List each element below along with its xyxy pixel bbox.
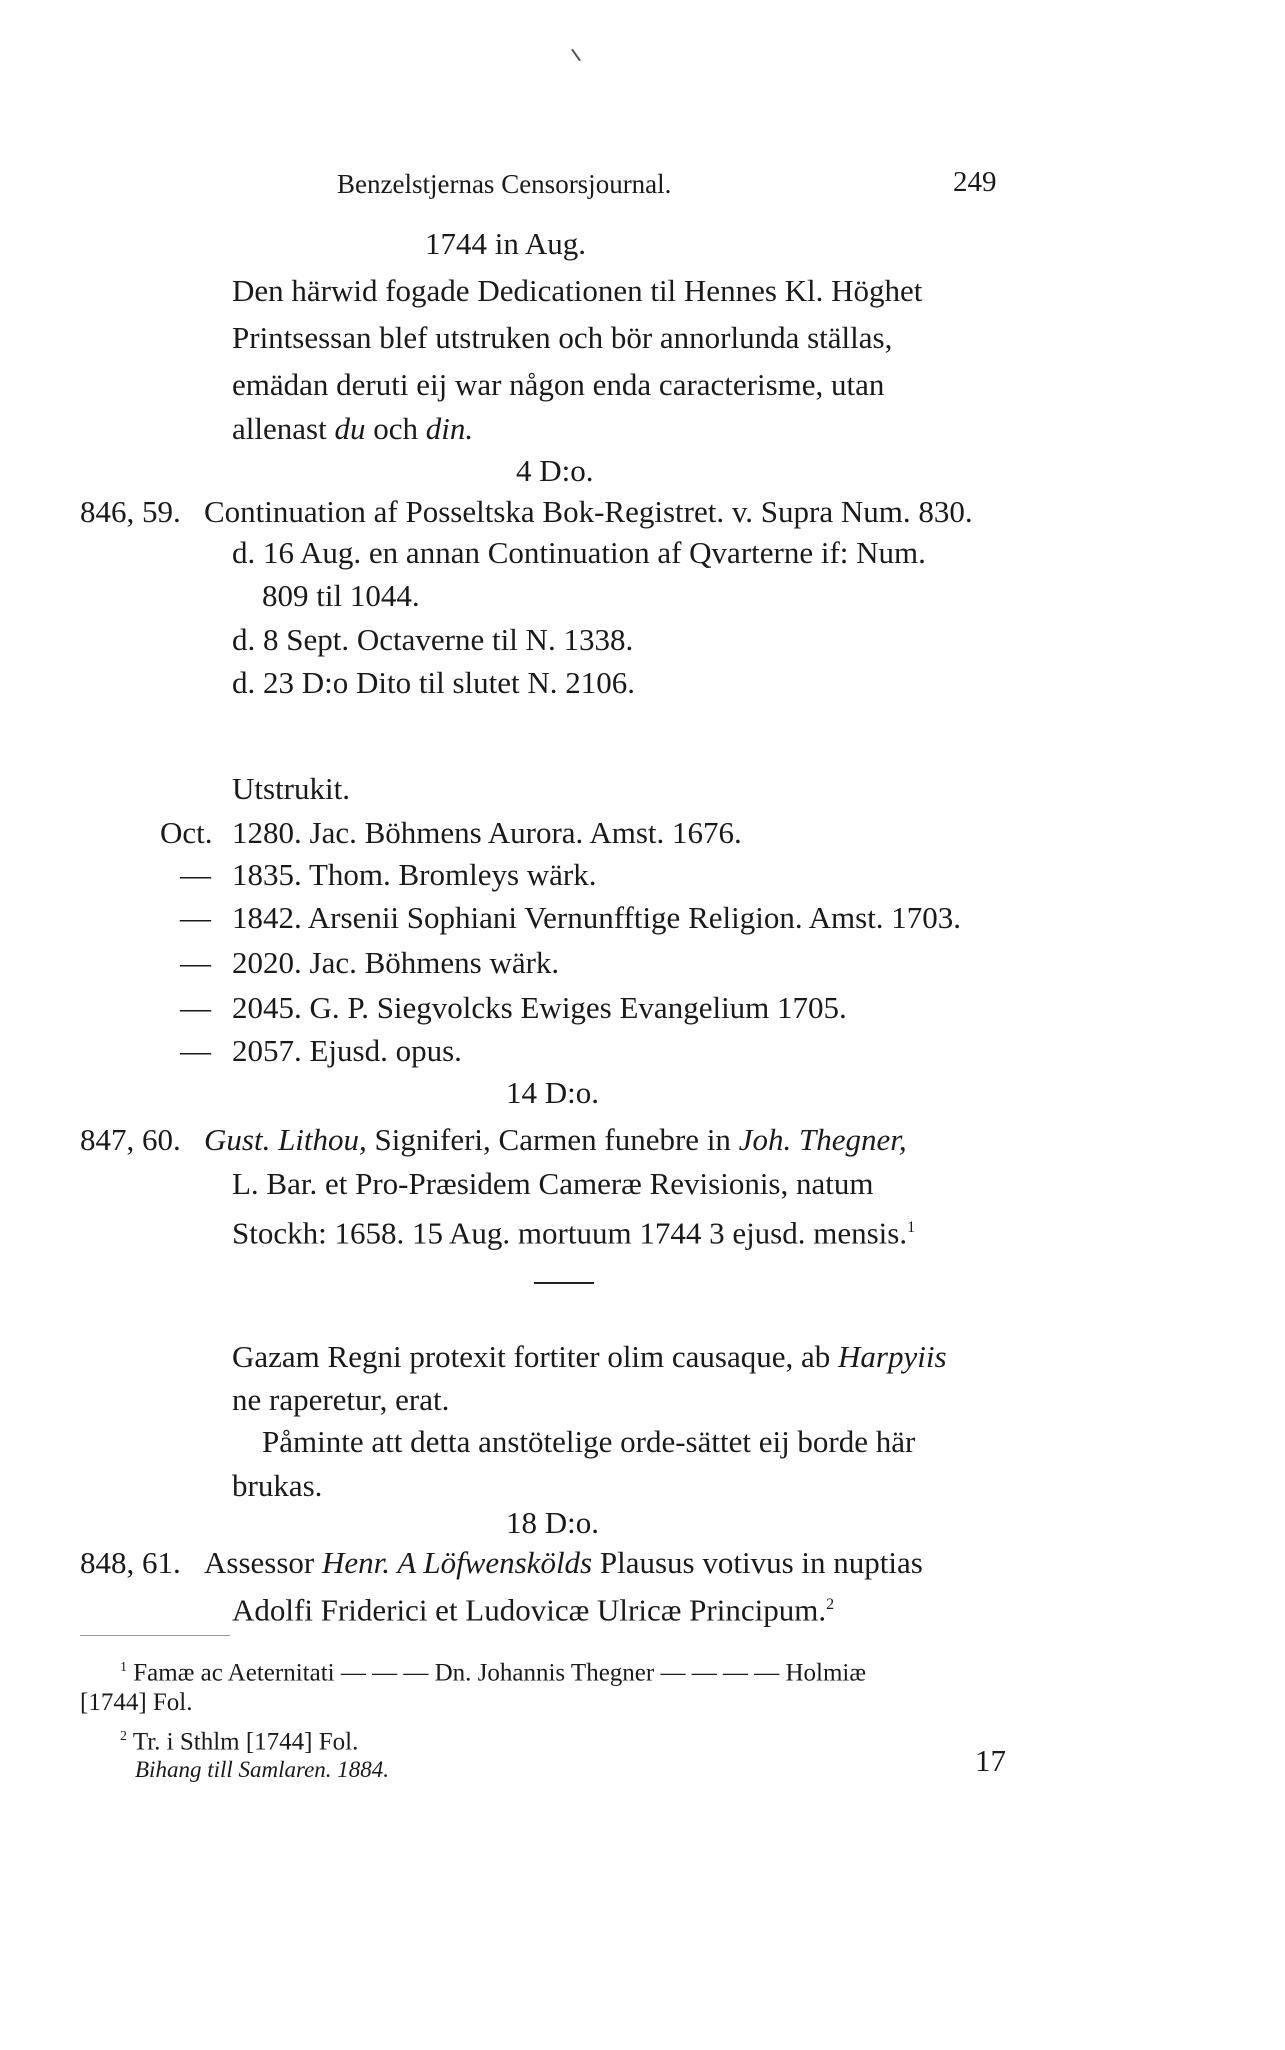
list-item: 2045. G. P. Siegvolcks Ewiges Evangelium 1705. [232,990,847,1025]
entry-line: Continuation af Posseltska Bok-Registret. v. Supra Num. 830. [204,494,973,529]
date-heading: 14 D:o. [506,1075,599,1110]
date-heading: 4 D:o. [516,453,594,488]
list-item: 1280. Jac. Böhmens Aurora. Amst. 1676. [232,815,742,850]
list-item: 2057. Ejusd. opus. [232,1033,462,1068]
section-heading: Utstrukit. [232,771,350,806]
list-item: 2020. Jac. Böhmens wärk. [232,945,560,980]
footnote-2: $^2$ Tr. i Sthlm [1744] Fol. [120,1728,359,1756]
footnote-marker: 1 [907,1219,916,1236]
entry-line: Assessor Henr. A Löfwenskölds Plausus votivus in nuptias [204,1545,923,1580]
entry-line: d. 8 Sept. Octaverne til N. 1338. [232,622,634,657]
list-item-prefix: — [180,900,211,935]
page-number: 249 [953,166,997,198]
entry-number: 848, 61. [80,1545,181,1580]
footnote-marker: 2 [826,1596,835,1613]
footnote-rule [80,1635,230,1636]
signature-line: Bihang till Samlaren. 1884. [135,1757,390,1782]
stray-mark [571,49,581,62]
paragraph-line: allenast du och din. [232,411,474,446]
date-heading: 1744 in Aug. [425,226,587,261]
running-title: Benzelstjernas Censorsjournal. [337,169,672,199]
list-item: 1835. Thom. Bromleys wärk. [232,857,597,892]
paragraph-line: Påminte att detta anstötelige orde-sättet eij borde här [262,1424,916,1459]
paragraph-line: Gazam Regni protexit fortiter olim causaque, ab Harpyiis [232,1339,947,1374]
paragraph-line: emädan deruti eij war någon enda caracterisme, utan [232,367,885,402]
date-heading: 18 D:o. [506,1505,599,1540]
list-item: 1842. Arsenii Sophiani Vernunfftige Religion. Amst. 1703. [232,900,962,935]
signature-number: 17 [975,1743,1006,1778]
list-item-prefix: Oct. [160,815,213,850]
entry-line: Stockh: 1658. 15 Aug. mortuum 1744 3 ejusd. mensis.$^1$ [232,1215,916,1251]
entry-line: Adolfi Friderici et Ludovicæ Ulricæ Principum.$^2$ [232,1592,835,1628]
list-item-prefix: — [180,1033,211,1068]
list-item-prefix: — [180,945,211,980]
list-item-prefix: — [180,990,211,1025]
paragraph-line: brukas. [232,1468,323,1503]
footnote-1-cont: [1744] Fol. [80,1689,193,1716]
paragraph-line: Printsessan blef utstruken och bör annorlunda ställas, [232,320,893,355]
entry-line: d. 23 D:o Dito til slutet N. 2106. [232,665,635,700]
footnote-1: $^1$ Famæ ac Aeternitati — — — Dn. Johannis Thegner — — — — Holmiæ [120,1659,867,1687]
entry-line: Gust. Lithou, Signiferi, Carmen funebre in Joh. Thegner, [204,1122,907,1157]
entry-line: 809 til 1044. [262,578,420,613]
paragraph-line: Den härwid fogade Dedicationen til Hennes Kl. Höghet [232,273,923,308]
entry-number: 847, 60. [80,1122,181,1157]
list-item-prefix: — [180,857,211,892]
entry-number: 846, 59. [80,494,181,529]
entry-line: L. Bar. et Pro-Præsidem Cameræ Revisionis, natum [232,1166,874,1201]
separator-rule [534,1282,594,1284]
paragraph-line: ne raperetur, erat. [232,1382,450,1417]
entry-line: d. 16 Aug. en annan Continuation af Qvarterne if: Num. [232,535,926,570]
